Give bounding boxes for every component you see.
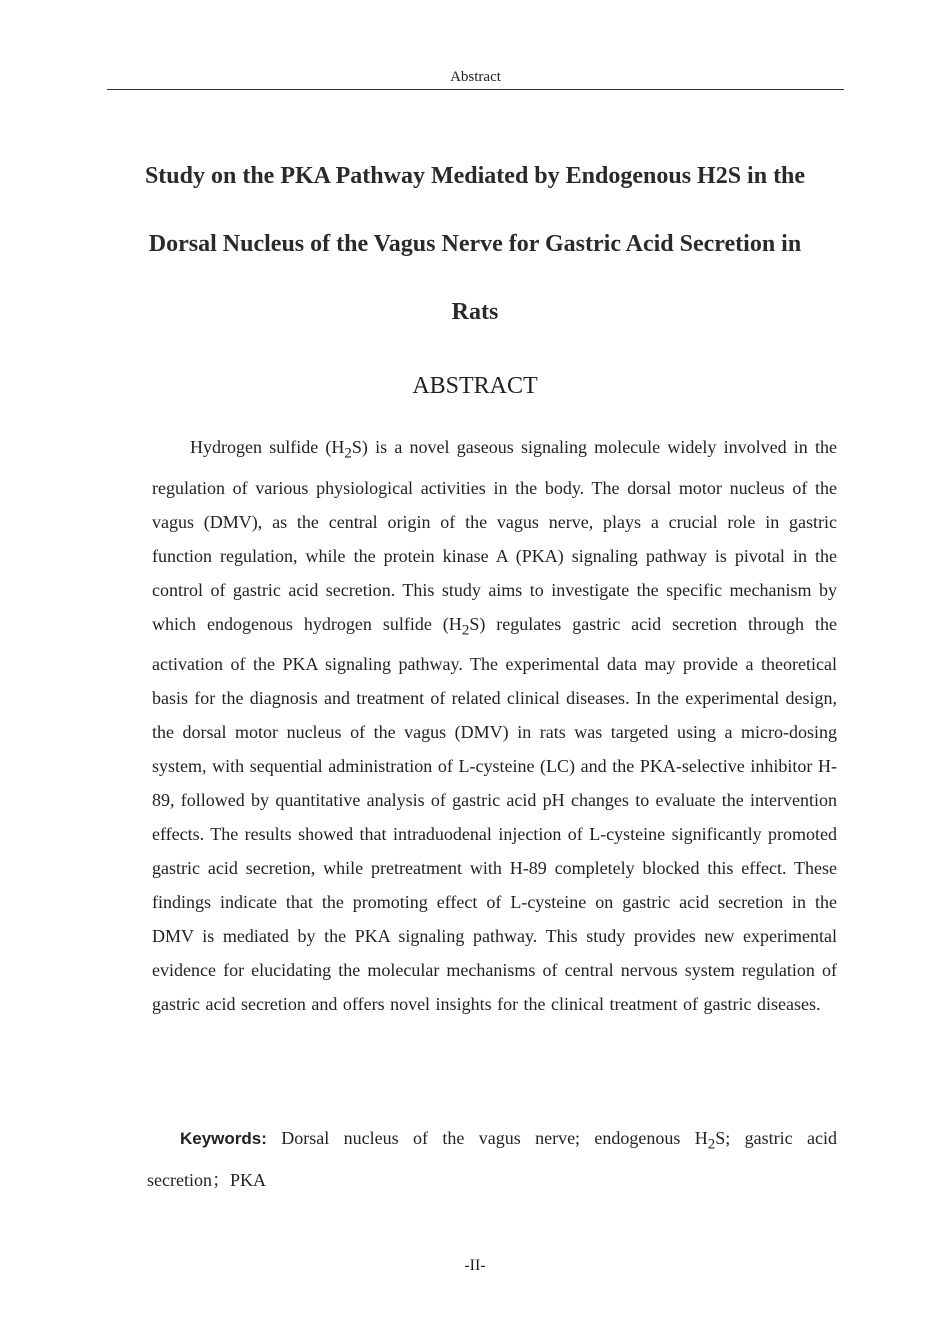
thesis-title-line-3: Rats xyxy=(451,299,499,325)
subscript-2: 2 xyxy=(344,445,352,462)
keywords-text-1: Dorsal nucleus of the vagus nerve; endogenous H xyxy=(281,1128,708,1148)
abstract-text-2: S) is a novel gaseous signaling molecule widely involved in the regulation of various physiological activities in the body. The dorsal motor nucleus of the vagus (DMV), as the central origin of the vagus nerve, plays a crucial role in gastric function regulation, while the protein kinase A (PKA) signaling pathway is pivotal in the control of gastric acid secretion. This study aims to investigate the specific mechanism by which endogenous hydrogen sulfide (H xyxy=(152,437,837,634)
subscript-2: 2 xyxy=(461,622,470,639)
abstract-heading: ABSTRACT xyxy=(412,373,538,399)
keywords-text-2: S; gastric acid secretion；PKA xyxy=(147,1128,837,1190)
abstract-paragraph xyxy=(152,430,837,1021)
abstract-text-3: S) regulates gastric acid secretion through the activation of the PKA signaling pathway. The experimental data may provide a theoretical basis for the diagnosis and treatment of related clinical diseases. In the experimental design, the dorsal motor nucleus of the vagus (DMV) in rats was targeted using a micro-dosing system, with sequential administration of L-cysteine (LC) and the PKA-selective inhibitor H-89, followed by quantitative analysis of gastric acid pH changes to evaluate the intervention effects. The results showed that intraduodenal injection of L-cysteine significantly promoted gastric acid secretion, while pretreatment with H-89 completely blocked this effect. These findings indicate that the promoting effect of L-cysteine on gastric acid secretion in the DMV is mediated by the PKA signaling pathway. This study provides new experimental evidence for elucidating the molecular mechanisms of central nervous system regulation of gastric acid secretion and offers novel insights for the clinical treatment of gastric diseases. xyxy=(152,613,837,1015)
abstract-text-1: Hydrogen sulfide (H xyxy=(190,437,345,457)
subscript-2: 2 xyxy=(707,1136,716,1153)
keywords-label: Keywords: xyxy=(180,1129,267,1148)
page-number: -II- xyxy=(464,1257,486,1274)
keywords-paragraph xyxy=(147,1121,837,1198)
thesis-title-line-1: Study on the PKA Pathway Mediated by Endogenous H2S in the xyxy=(144,163,806,189)
running-header-title: Abstract xyxy=(450,69,501,85)
thesis-title-line-2: Dorsal Nucleus of the Vagus Nerve for Gastric Acid Secretion in xyxy=(148,231,802,257)
running-header xyxy=(107,66,844,90)
thesis-title xyxy=(100,142,850,346)
